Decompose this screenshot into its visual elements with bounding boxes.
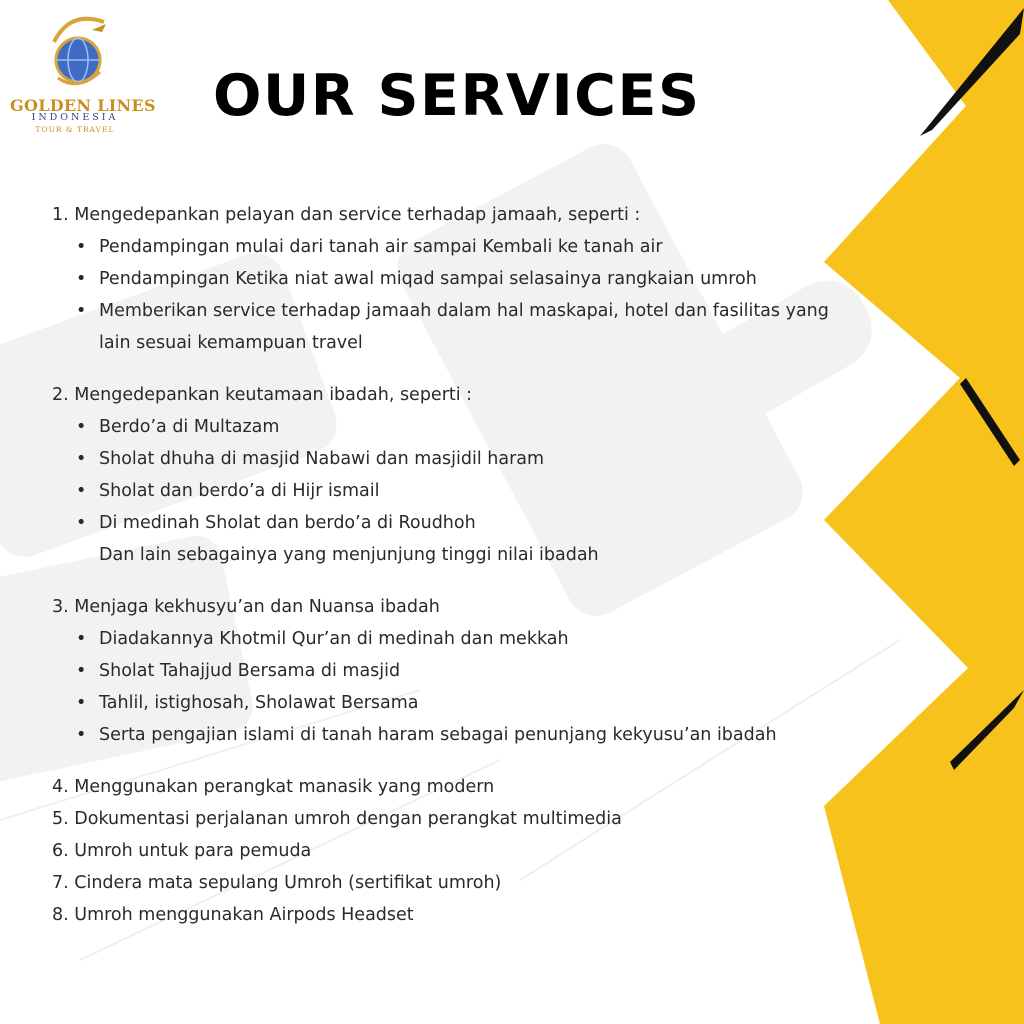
section-heading: 1. Mengedepankan pelayan dan service terhadap jamaah, seperti : — [52, 205, 641, 225]
services-list — [52, 199, 902, 931]
list-item-text: Memberikan service terhadap jamaah dalam hal maskapai, hotel dan fasilitas yang — [99, 301, 829, 321]
numbered-item: 6. Umroh untuk para pemuda — [52, 841, 312, 861]
logo-name: GOLDEN LINES — [10, 96, 156, 115]
list-item — [52, 295, 902, 327]
list-item — [52, 507, 902, 539]
section-heading: 2. Mengedepankan keutamaan ibadah, seperti : — [52, 385, 473, 405]
list-item — [52, 231, 902, 263]
list-item-text: Berdo’a di Multazam — [99, 417, 280, 437]
list-item — [52, 263, 902, 295]
list-item-text: Di medinah Sholat dan berdo’a di Roudhoh — [99, 513, 476, 533]
list-item — [52, 687, 902, 719]
numbered-item: 8. Umroh menggunakan Airpods Headset — [52, 905, 414, 925]
list-item-text: Pendampingan Ketika niat awal miqad sampai selasainya rangkaian umroh — [99, 269, 757, 289]
globe-airplane-logo-icon — [48, 12, 108, 92]
list-item-text: Sholat Tahajjud Bersama di masjid — [99, 661, 401, 681]
logo-subtitle: INDONESIA — [31, 112, 119, 123]
list-item — [52, 411, 902, 443]
list-item — [52, 475, 902, 507]
section-heading: 3. Menjaga kekhusyu’an dan Nuansa ibadah — [52, 597, 440, 617]
numbered-item: 4. Menggunakan perangkat manasik yang modern — [52, 777, 495, 797]
numbered-item: 5. Dokumentasi perjalanan umroh dengan perangkat multimedia — [52, 809, 622, 829]
company-logo — [10, 12, 156, 134]
bullet-icon: • — [76, 417, 87, 437]
bullet-icon: • — [76, 693, 87, 713]
list-item — [52, 655, 902, 687]
list-item — [52, 443, 902, 475]
page-title: OUR SERVICES — [213, 63, 701, 129]
list-item-text: Tahlil, istighosah, Sholawat Bersama — [99, 693, 419, 713]
list-item-text: Sholat dhuha di masjid Nabawi dan masjidil haram — [99, 449, 545, 469]
bullet-icon: • — [76, 481, 87, 501]
bullet-icon: • — [76, 301, 87, 321]
numbered-item: 7. Cindera mata sepulang Umroh (sertifikat umroh) — [52, 873, 502, 893]
bullet-icon: • — [76, 629, 87, 649]
list-item — [52, 623, 902, 655]
bullet-icon: • — [76, 269, 87, 289]
bullet-icon: • — [76, 449, 87, 469]
list-item-text: Serta pengajian islami di tanah haram sebagai penunjang kekyusu’an ibadah — [99, 725, 777, 745]
list-item-text: Sholat dan berdo’a di Hijr ismail — [99, 481, 380, 501]
bullet-icon: • — [76, 513, 87, 533]
list-item-text: Pendampingan mulai dari tanah air sampai Kembali ke tanah air — [99, 237, 663, 257]
list-item — [52, 719, 902, 751]
logo-tagline: TOUR & TRAVEL — [35, 125, 115, 134]
list-item-continuation: Dan lain sebagainya yang menjunjung tinggi nilai ibadah — [99, 545, 599, 565]
bullet-icon: • — [76, 237, 87, 257]
list-item-text: Diadakannya Khotmil Qur’an di medinah dan mekkah — [99, 629, 569, 649]
bullet-icon: • — [76, 725, 87, 745]
list-item-continuation: lain sesuai kemampuan travel — [99, 333, 363, 353]
bullet-icon: • — [76, 661, 87, 681]
